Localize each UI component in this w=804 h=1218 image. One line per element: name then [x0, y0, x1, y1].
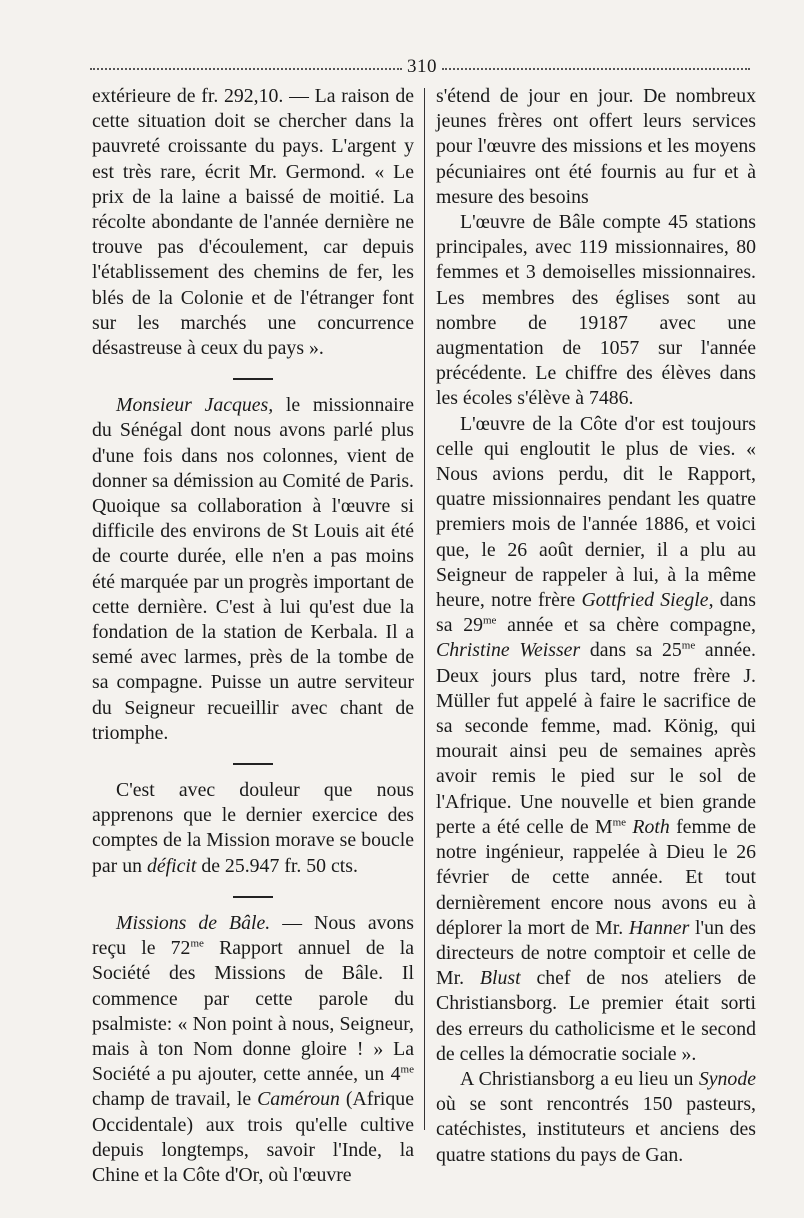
text: Rapport annuel de la Société des Missions de Bâle. Il commence par cette parole du psalmiste: « Non point à nous, Seigneur, mais à ton Nom donne gloire ! » La Société a pu ajouter, cette année, un 4 — [92, 937, 414, 1086]
superscript: me — [190, 937, 204, 950]
section-separator — [92, 361, 414, 393]
superscript: me — [400, 1063, 414, 1076]
italic-heading: Missions de Bâle. — [116, 911, 271, 934]
header-ornament-right — [442, 68, 750, 70]
text: A Christiansborg a eu lieu un — [460, 1067, 699, 1090]
page-header — [90, 56, 750, 82]
header-ornament-left — [90, 68, 402, 70]
italic-name: Blust — [479, 967, 521, 990]
text: l'un des directeurs de notre comptoir et celle de Mr. — [436, 916, 756, 990]
text: L'œuvre de Bâle compte 45 stations principales, avec 119 missionnaires, 80 femmes et 3 demoiselles missionnaires. Les membres des églises sont au nombre de 19187 avec une augmentation de 1057 sur l'année précédente. Le chiffre des élèves dans les écoles s'élève à 7486. — [436, 211, 756, 410]
italic-word: Caméroun — [257, 1088, 340, 1111]
paragraph-morave — [92, 778, 414, 879]
superscript: me — [482, 614, 497, 627]
text: femme de notre ingénieur, rappelée à Dieu le 26 février de cette année. Et tout dernièrement encore nous avons eu à déplorer la mort de Mr. — [436, 815, 756, 939]
text: champ de travail, le — [92, 1088, 258, 1111]
italic-word: déficit — [146, 854, 197, 877]
text: L'œuvre de la Côte d'or est toujours celle qui engloutit le plus de vies. « Nous avions perdu, dit le Rapport, quatre missionnaires pendant les quatre premiers mois de l'année 1886, et voici que, le 26 août dernier, il a plu au Seigneur de rappeler à lui, à la même heure, notre frère — [436, 412, 756, 612]
paragraph-stations — [436, 210, 756, 412]
text: s'étend de jour en jour. De nombreux jeunes frères ont offert leurs services pour l'œuvre des missions et les moyens pécuniaires ont été fournis au fur et à mesure des besoins — [436, 85, 756, 208]
italic-name: Roth — [632, 815, 670, 838]
text: dans sa 25 — [580, 639, 682, 662]
page-number: 310 — [407, 56, 437, 77]
text: extérieure de fr. 292,10. — La raison de cette situation doit se chercher dans la pauvreté croissante du pays. L'argent y est très rare, écrit Mr. Germond. « Le prix de la laine a baissé de moitié. La récolte abondante de l'année dernière ne trouve pas d'écoulement, car depuis l'établissement des chemins de fer, les blés de la Colonie et de l'étranger font sur les marchés une concurrence désastreuse à ceux du pays ». — [92, 85, 414, 360]
section-separator — [92, 879, 414, 911]
text: — Nous avons reçu le 72 — [92, 911, 414, 960]
italic-word: Synode — [698, 1067, 756, 1090]
text: C'est avec douleur que nous apprenons que le dernier exercice des comptes de la Mission morave se boucle par un — [92, 779, 414, 877]
text: de 25.947 fr. 50 cts. — [196, 854, 358, 877]
section-separator — [92, 746, 414, 778]
paragraph-jacques — [92, 393, 414, 746]
superscript: me — [612, 816, 627, 829]
text: année. Deux jours plus tard, notre frère J. Müller fut appelé à faire le sacrifice de sa seconde femme, mad. König, qui mourait ainsi peu de semaines après avoir remis le pied sur le sol de l'Afrique. Une nouvelle et bien grande perte a été celle de M — [436, 639, 756, 838]
right-column — [436, 84, 756, 1168]
italic-name: Christine Weisser — [436, 639, 581, 662]
italic-name: Gottfried Siegle — [581, 589, 709, 612]
paragraph-basutoland — [92, 84, 414, 361]
italic-name: Hanner — [628, 916, 690, 939]
left-column — [92, 84, 414, 1188]
column-divider — [424, 88, 425, 1130]
italic-heading: Monsieur Jacques, — [116, 394, 274, 417]
paragraph-synode — [436, 1067, 756, 1168]
text: chef de nos ateliers de Christiansborg. Le premier était sorti des erreurs du catholicisme et le second de celles la démocratie sociale ». — [436, 967, 756, 1065]
paragraph-continuation — [436, 84, 756, 210]
text: le missionnaire du Sénégal dont nous avons parlé plus d'une fois dans nos colonnes, vient de donner sa démission au Comité de Paris. Quoique sa collaboration à l'œuvre si difficile des environs de St Louis ait été de courte durée, elle n'en a pas moins été marquée par un progrès important de cette dernière. C'est à lui qu'est due la fondation de la station de Kerbala. Il a semé avec larmes, près de la tombe de sa compagne. Puisse un autre serviteur du Seigneur recueillir avec chant de triomphe. — [92, 394, 415, 744]
text: (Afrique Occidentale) aux trois qu'elle cultive depuis longtemps, savoir l'Inde, la Chine et la Côte d'Or, où l'œuvre — [92, 1088, 414, 1186]
text: année et sa chère compagne, — [496, 614, 756, 637]
text: , dans sa 29 — [436, 589, 756, 637]
text: où se sont rencontrés 150 pasteurs, catéchistes, instituteurs et anciens des quatre stations du pays de Gan. — [436, 1093, 756, 1166]
paragraph-cote-or — [436, 412, 756, 1067]
paragraph-bale — [92, 911, 414, 1188]
superscript: me — [681, 639, 696, 652]
